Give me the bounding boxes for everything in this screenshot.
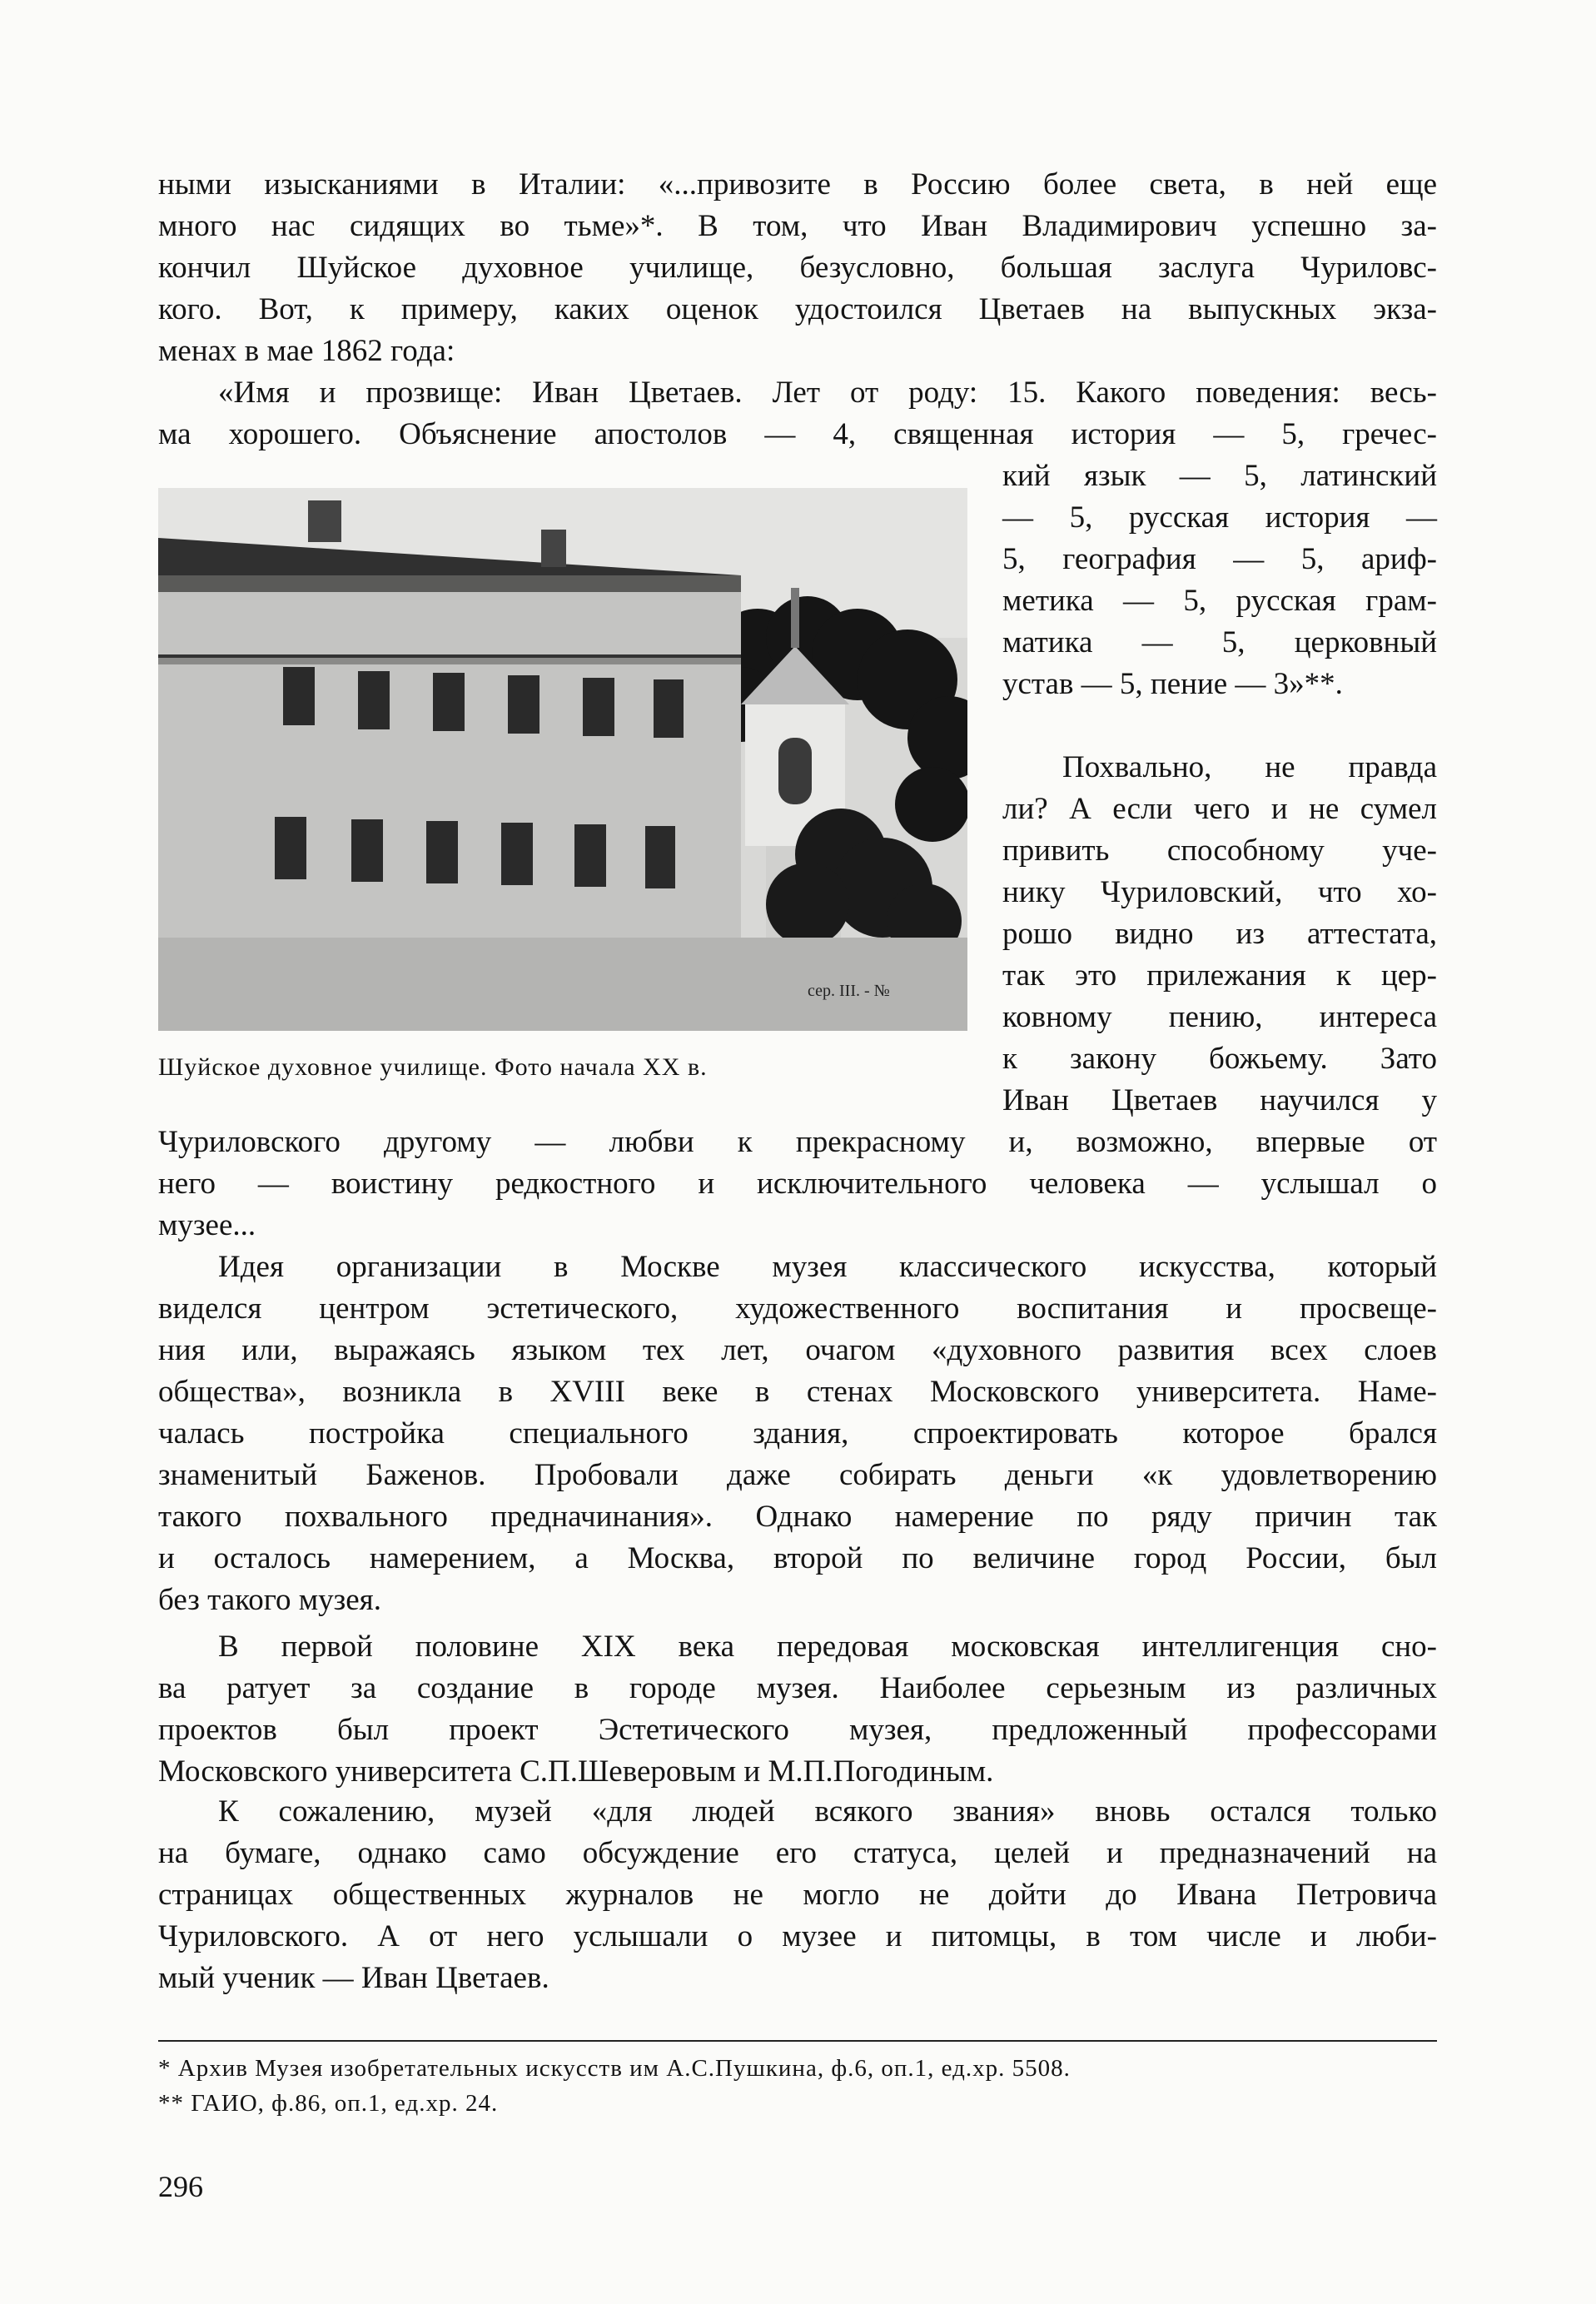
text-line: менах в мае 1862 года: <box>158 334 455 368</box>
text-line: музее... <box>158 1208 256 1242</box>
text-line: так это прилежания к цер- <box>1002 958 1437 993</box>
text-line: — 5, русская история — <box>1002 500 1437 535</box>
text-line: Чуриловского. А от него услышали о музее и питомцы, в том числе и люби- <box>158 1919 1437 1953</box>
text-line: виделся центром эстетического, художественного воспитания и просвеще- <box>158 1291 1437 1326</box>
text-line: мый ученик — Иван Цветаев. <box>158 1961 549 1995</box>
text-line: кончил Шуйское духовное училище, безусловно, большая заслуга Чуриловс- <box>158 251 1437 285</box>
photo-marking: сер. III. - № <box>808 982 890 1000</box>
text-line: такого похвального предначинания». Однако намерение по ряду причин так <box>158 1500 1437 1534</box>
text-line: много нас сидящих во тьме»*. В том, что Иван Владимирович успешно за- <box>158 209 1437 243</box>
figure-caption: Шуйское духовное училище. Фото начала XX в. <box>158 1053 708 1081</box>
footnote-divider <box>158 2040 1437 2042</box>
text-line: ковному пению, интереса <box>1002 1000 1437 1034</box>
text-line: Чуриловского другому — любви к прекрасному и, возможно, впервые от <box>158 1125 1437 1159</box>
text-line: Идея организации в Москве музея классического искусства, который <box>218 1250 1437 1284</box>
text-line: без такого музея. <box>158 1583 381 1617</box>
text-line: матика — 5, церковный <box>1002 625 1437 659</box>
text-line: страницах общественных журналов не могло не дойти до Ивана Петровича <box>158 1878 1437 1912</box>
text-line: чалась постройка специального здания, спроектировать которое брался <box>158 1416 1437 1451</box>
text-line: 5, география — 5, ариф- <box>1002 542 1437 576</box>
text-line: нику Чуриловский, что хо- <box>1002 875 1437 909</box>
text-line: общества», возникла в XVIII веке в стенах Московского университета. Наме- <box>158 1375 1437 1409</box>
text-line: на бумаге, однако само обсуждение его статуса, целей и предназначений на <box>158 1836 1437 1870</box>
text-line: ма хорошего. Объяснение апостолов — 4, священная история — 5, гречес- <box>158 417 1437 451</box>
text-line: устав — 5, пение — 3»**. <box>1002 667 1343 701</box>
text-line: и осталось намерением, а Москва, второй по величине город России, был <box>158 1541 1437 1575</box>
text-line: рошо видно из аттестата, <box>1002 917 1437 951</box>
text-line: ва ратует за создание в городе музея. Наиболее серьезным из различных <box>158 1671 1437 1705</box>
footnote-2: ** ГАИО, ф.86, оп.1, ед.хр. 24. <box>158 2090 499 2117</box>
footnote-1: * Архив Музея изобретательных искусств им А.С.Пушкина, ф.6, оп.1, ед.хр. 5508. <box>158 2055 1071 2082</box>
text-line: К сожалению, музей «для людей всякого звания» вновь остался только <box>218 1794 1437 1829</box>
school-building-photo <box>158 488 967 1031</box>
text-line: Иван Цветаев научился у <box>1002 1083 1437 1117</box>
page-number: 296 <box>158 2170 203 2203</box>
photo-image <box>158 488 967 1031</box>
text-line: ли? А если чего и не сумел <box>1002 792 1437 826</box>
text-line: метика — 5, русская грам- <box>1002 584 1437 618</box>
text-line: Похвально, не правда <box>1062 750 1437 784</box>
text-line: кий язык — 5, латинский <box>1002 459 1437 493</box>
text-line: ными изысканиями в Италии: «...привозите в Россию более света, в ней еще <box>158 167 1437 202</box>
text-line: В первой половине XIX века передовая московская интеллигенция сно- <box>218 1630 1437 1664</box>
text-line: него — воистину редкостного и исключительного человека — услышал о <box>158 1167 1437 1201</box>
text-line: привить способному уче- <box>1002 834 1437 868</box>
text-line: ния или, выражаясь языком тех лет, очагом «духовного развития всех слоев <box>158 1333 1437 1367</box>
text-line: к закону божьему. Зато <box>1002 1042 1437 1076</box>
text-line: знаменитый Баженов. Пробовали даже собирать деньги «к удовлетворению <box>158 1458 1437 1492</box>
text-line: Московского университета С.П.Шеверовым и М.П.Погодиным. <box>158 1754 994 1789</box>
text-line: «Имя и прозвище: Иван Цветаев. Лет от роду: 15. Какого поведения: весь- <box>218 376 1437 410</box>
text-line: кого. Вот, к примеру, каких оценок удостоился Цветаев на выпускных экза- <box>158 292 1437 326</box>
text-line: проектов был проект Эстетического музея, предложенный профессорами <box>158 1713 1437 1747</box>
